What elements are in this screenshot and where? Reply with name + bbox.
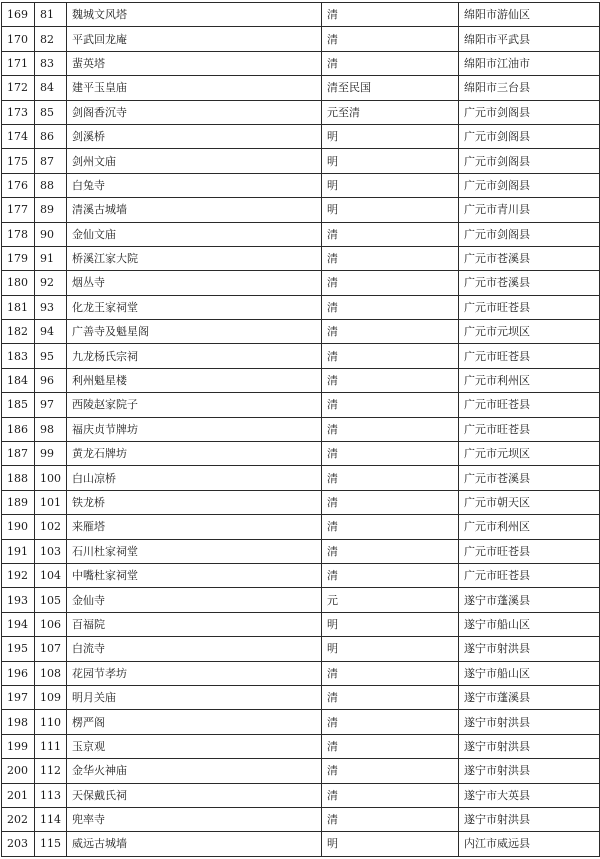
site-name-cell: 中嘴杜家祠堂 xyxy=(67,563,322,587)
overall-number-cell: 186 xyxy=(2,417,35,441)
location-cell: 遂宁市射洪县 xyxy=(459,710,600,734)
era-cell: 清 xyxy=(322,710,459,734)
site-name-cell: 金仙寺 xyxy=(67,588,322,612)
site-name-cell: 金华火神庙 xyxy=(67,759,322,783)
era-cell: 清 xyxy=(322,563,459,587)
overall-number-cell: 187 xyxy=(2,442,35,466)
overall-number-cell: 172 xyxy=(2,76,35,100)
group-number-cell: 115 xyxy=(35,832,67,856)
group-number-cell: 91 xyxy=(35,246,67,270)
era-cell: 清 xyxy=(322,490,459,514)
era-cell: 明 xyxy=(322,612,459,636)
location-cell: 广元市元坝区 xyxy=(459,442,600,466)
overall-number-cell: 195 xyxy=(2,637,35,661)
location-cell: 绵阳市游仙区 xyxy=(459,3,600,27)
overall-number-cell: 197 xyxy=(2,685,35,709)
table-row xyxy=(2,344,600,368)
group-number-cell: 104 xyxy=(35,563,67,587)
location-cell: 广元市旺苍县 xyxy=(459,295,600,319)
location-cell: 广元市旺苍县 xyxy=(459,344,600,368)
table-row xyxy=(2,295,600,319)
group-number-cell: 92 xyxy=(35,271,67,295)
site-name-cell: 铁龙桥 xyxy=(67,490,322,514)
group-number-cell: 102 xyxy=(35,515,67,539)
overall-number-cell: 174 xyxy=(2,124,35,148)
overall-number-cell: 179 xyxy=(2,246,35,270)
site-name-cell: 兜率寺 xyxy=(67,807,322,831)
overall-number-cell: 202 xyxy=(2,807,35,831)
overall-number-cell: 188 xyxy=(2,466,35,490)
overall-number-cell: 173 xyxy=(2,100,35,124)
era-cell: 清 xyxy=(322,393,459,417)
era-cell: 清 xyxy=(322,3,459,27)
table-row xyxy=(2,417,600,441)
table-row xyxy=(2,393,600,417)
group-number-cell: 96 xyxy=(35,368,67,392)
location-cell: 广元市苍溪县 xyxy=(459,271,600,295)
era-cell: 清 xyxy=(322,271,459,295)
group-number-cell: 87 xyxy=(35,149,67,173)
site-name-cell: 西陵赵家院子 xyxy=(67,393,322,417)
group-number-cell: 95 xyxy=(35,344,67,368)
table-row xyxy=(2,710,600,734)
table-row xyxy=(2,563,600,587)
site-name-cell: 剑州文庙 xyxy=(67,149,322,173)
era-cell: 清至民国 xyxy=(322,76,459,100)
group-number-cell: 82 xyxy=(35,27,67,51)
era-cell: 明 xyxy=(322,173,459,197)
location-cell: 广元市利州区 xyxy=(459,515,600,539)
table-row xyxy=(2,442,600,466)
location-cell: 遂宁市船山区 xyxy=(459,661,600,685)
overall-number-cell: 169 xyxy=(2,3,35,27)
overall-number-cell: 196 xyxy=(2,661,35,685)
overall-number-cell: 182 xyxy=(2,320,35,344)
era-cell: 清 xyxy=(322,734,459,758)
group-number-cell: 105 xyxy=(35,588,67,612)
location-cell: 广元市剑阁县 xyxy=(459,124,600,148)
table-row xyxy=(2,588,600,612)
overall-number-cell: 191 xyxy=(2,539,35,563)
table-row xyxy=(2,222,600,246)
group-number-cell: 111 xyxy=(35,734,67,758)
location-cell: 广元市剑阁县 xyxy=(459,149,600,173)
group-number-cell: 109 xyxy=(35,685,67,709)
site-name-cell: 金仙文庙 xyxy=(67,222,322,246)
table-row xyxy=(2,490,600,514)
group-number-cell: 108 xyxy=(35,661,67,685)
era-cell: 明 xyxy=(322,637,459,661)
group-number-cell: 97 xyxy=(35,393,67,417)
era-cell: 清 xyxy=(322,466,459,490)
location-cell: 遂宁市蓬溪县 xyxy=(459,588,600,612)
overall-number-cell: 193 xyxy=(2,588,35,612)
location-cell: 遂宁市射洪县 xyxy=(459,759,600,783)
era-cell: 清 xyxy=(322,368,459,392)
site-name-cell: 桥溪江家大院 xyxy=(67,246,322,270)
era-cell: 清 xyxy=(322,685,459,709)
site-name-cell: 九龙杨氏宗祠 xyxy=(67,344,322,368)
group-number-cell: 94 xyxy=(35,320,67,344)
group-number-cell: 103 xyxy=(35,539,67,563)
group-number-cell: 88 xyxy=(35,173,67,197)
location-cell: 广元市朝天区 xyxy=(459,490,600,514)
table-row xyxy=(2,320,600,344)
site-name-cell: 蜚英塔 xyxy=(67,51,322,75)
location-cell: 内江市威远县 xyxy=(459,832,600,856)
site-name-cell: 平武回龙庵 xyxy=(67,27,322,51)
location-cell: 绵阳市平武县 xyxy=(459,27,600,51)
site-name-cell: 白流寺 xyxy=(67,637,322,661)
era-cell: 清 xyxy=(322,539,459,563)
group-number-cell: 93 xyxy=(35,295,67,319)
location-cell: 广元市苍溪县 xyxy=(459,466,600,490)
overall-number-cell: 203 xyxy=(2,832,35,856)
overall-number-cell: 189 xyxy=(2,490,35,514)
overall-number-cell: 171 xyxy=(2,51,35,75)
location-cell: 广元市苍溪县 xyxy=(459,246,600,270)
overall-number-cell: 190 xyxy=(2,515,35,539)
group-number-cell: 89 xyxy=(35,198,67,222)
table-row xyxy=(2,149,600,173)
table-row xyxy=(2,3,600,27)
table-row xyxy=(2,466,600,490)
site-name-cell: 广善寺及魁星阁 xyxy=(67,320,322,344)
group-number-cell: 99 xyxy=(35,442,67,466)
location-cell: 广元市青川县 xyxy=(459,198,600,222)
overall-number-cell: 180 xyxy=(2,271,35,295)
era-cell: 明 xyxy=(322,198,459,222)
era-cell: 清 xyxy=(322,222,459,246)
table-row xyxy=(2,27,600,51)
site-name-cell: 白兔寺 xyxy=(67,173,322,197)
location-cell: 广元市剑阁县 xyxy=(459,173,600,197)
era-cell: 清 xyxy=(322,442,459,466)
site-name-cell: 百福院 xyxy=(67,612,322,636)
group-number-cell: 110 xyxy=(35,710,67,734)
overall-number-cell: 175 xyxy=(2,149,35,173)
era-cell: 清 xyxy=(322,807,459,831)
era-cell: 清 xyxy=(322,246,459,270)
table-row xyxy=(2,807,600,831)
table-row xyxy=(2,515,600,539)
location-cell: 绵阳市三台县 xyxy=(459,76,600,100)
group-number-cell: 86 xyxy=(35,124,67,148)
table-row xyxy=(2,734,600,758)
table-row xyxy=(2,100,600,124)
table-row xyxy=(2,612,600,636)
group-number-cell: 101 xyxy=(35,490,67,514)
location-cell: 广元市元坝区 xyxy=(459,320,600,344)
site-name-cell: 来雁塔 xyxy=(67,515,322,539)
site-name-cell: 魏城文风塔 xyxy=(67,3,322,27)
group-number-cell: 100 xyxy=(35,466,67,490)
era-cell: 清 xyxy=(322,661,459,685)
site-name-cell: 天保戴氏祠 xyxy=(67,783,322,807)
era-cell: 清 xyxy=(322,51,459,75)
location-cell: 遂宁市射洪县 xyxy=(459,637,600,661)
location-cell: 广元市旺苍县 xyxy=(459,563,600,587)
site-name-cell: 玉京观 xyxy=(67,734,322,758)
era-cell: 清 xyxy=(322,320,459,344)
era-cell: 清 xyxy=(322,344,459,368)
location-cell: 广元市利州区 xyxy=(459,368,600,392)
era-cell: 明 xyxy=(322,124,459,148)
site-name-cell: 清溪古城墙 xyxy=(67,198,322,222)
table-row xyxy=(2,368,600,392)
site-name-cell: 楞严阁 xyxy=(67,710,322,734)
overall-number-cell: 199 xyxy=(2,734,35,758)
overall-number-cell: 177 xyxy=(2,198,35,222)
group-number-cell: 107 xyxy=(35,637,67,661)
site-name-cell: 福庆贞节牌坊 xyxy=(67,417,322,441)
location-cell: 遂宁市大英县 xyxy=(459,783,600,807)
overall-number-cell: 176 xyxy=(2,173,35,197)
location-cell: 遂宁市船山区 xyxy=(459,612,600,636)
group-number-cell: 84 xyxy=(35,76,67,100)
location-cell: 绵阳市江油市 xyxy=(459,51,600,75)
table-row xyxy=(2,832,600,856)
table-row xyxy=(2,76,600,100)
site-name-cell: 黄龙石牌坊 xyxy=(67,442,322,466)
era-cell: 清 xyxy=(322,515,459,539)
group-number-cell: 106 xyxy=(35,612,67,636)
table-body xyxy=(2,3,600,857)
group-number-cell: 113 xyxy=(35,783,67,807)
location-cell: 遂宁市蓬溪县 xyxy=(459,685,600,709)
era-cell: 元 xyxy=(322,588,459,612)
group-number-cell: 85 xyxy=(35,100,67,124)
location-cell: 广元市剑阁县 xyxy=(459,100,600,124)
table-row xyxy=(2,637,600,661)
overall-number-cell: 194 xyxy=(2,612,35,636)
location-cell: 广元市旺苍县 xyxy=(459,393,600,417)
site-name-cell: 剑阁香沉寺 xyxy=(67,100,322,124)
overall-number-cell: 183 xyxy=(2,344,35,368)
site-name-cell: 烟丛寺 xyxy=(67,271,322,295)
table-row xyxy=(2,271,600,295)
table-row xyxy=(2,198,600,222)
location-cell: 广元市旺苍县 xyxy=(459,417,600,441)
era-cell: 清 xyxy=(322,27,459,51)
site-name-cell: 化龙王家祠堂 xyxy=(67,295,322,319)
location-cell: 遂宁市射洪县 xyxy=(459,807,600,831)
table-row xyxy=(2,173,600,197)
overall-number-cell: 198 xyxy=(2,710,35,734)
group-number-cell: 98 xyxy=(35,417,67,441)
group-number-cell: 83 xyxy=(35,51,67,75)
era-cell: 元至清 xyxy=(322,100,459,124)
group-number-cell: 90 xyxy=(35,222,67,246)
site-name-cell: 威远古城墙 xyxy=(67,832,322,856)
table-row xyxy=(2,783,600,807)
overall-number-cell: 201 xyxy=(2,783,35,807)
group-number-cell: 81 xyxy=(35,3,67,27)
era-cell: 明 xyxy=(322,832,459,856)
table-row xyxy=(2,685,600,709)
era-cell: 清 xyxy=(322,417,459,441)
group-number-cell: 114 xyxy=(35,807,67,831)
era-cell: 明 xyxy=(322,149,459,173)
table-row xyxy=(2,124,600,148)
overall-number-cell: 178 xyxy=(2,222,35,246)
overall-number-cell: 192 xyxy=(2,563,35,587)
table-row xyxy=(2,539,600,563)
heritage-sites-table xyxy=(1,2,600,857)
group-number-cell: 112 xyxy=(35,759,67,783)
site-name-cell: 石川杜家祠堂 xyxy=(67,539,322,563)
era-cell: 清 xyxy=(322,295,459,319)
location-cell: 遂宁市射洪县 xyxy=(459,734,600,758)
site-name-cell: 建平玉皇庙 xyxy=(67,76,322,100)
site-name-cell: 利州魁星楼 xyxy=(67,368,322,392)
overall-number-cell: 181 xyxy=(2,295,35,319)
location-cell: 广元市旺苍县 xyxy=(459,539,600,563)
table-row xyxy=(2,661,600,685)
table-row xyxy=(2,759,600,783)
overall-number-cell: 185 xyxy=(2,393,35,417)
era-cell: 清 xyxy=(322,783,459,807)
overall-number-cell: 170 xyxy=(2,27,35,51)
site-name-cell: 剑溪桥 xyxy=(67,124,322,148)
era-cell: 清 xyxy=(322,759,459,783)
overall-number-cell: 200 xyxy=(2,759,35,783)
site-name-cell: 花园节孝坊 xyxy=(67,661,322,685)
site-name-cell: 白山凉桥 xyxy=(67,466,322,490)
table-row xyxy=(2,246,600,270)
location-cell: 广元市剑阁县 xyxy=(459,222,600,246)
overall-number-cell: 184 xyxy=(2,368,35,392)
table-row xyxy=(2,51,600,75)
site-name-cell: 明月关庙 xyxy=(67,685,322,709)
